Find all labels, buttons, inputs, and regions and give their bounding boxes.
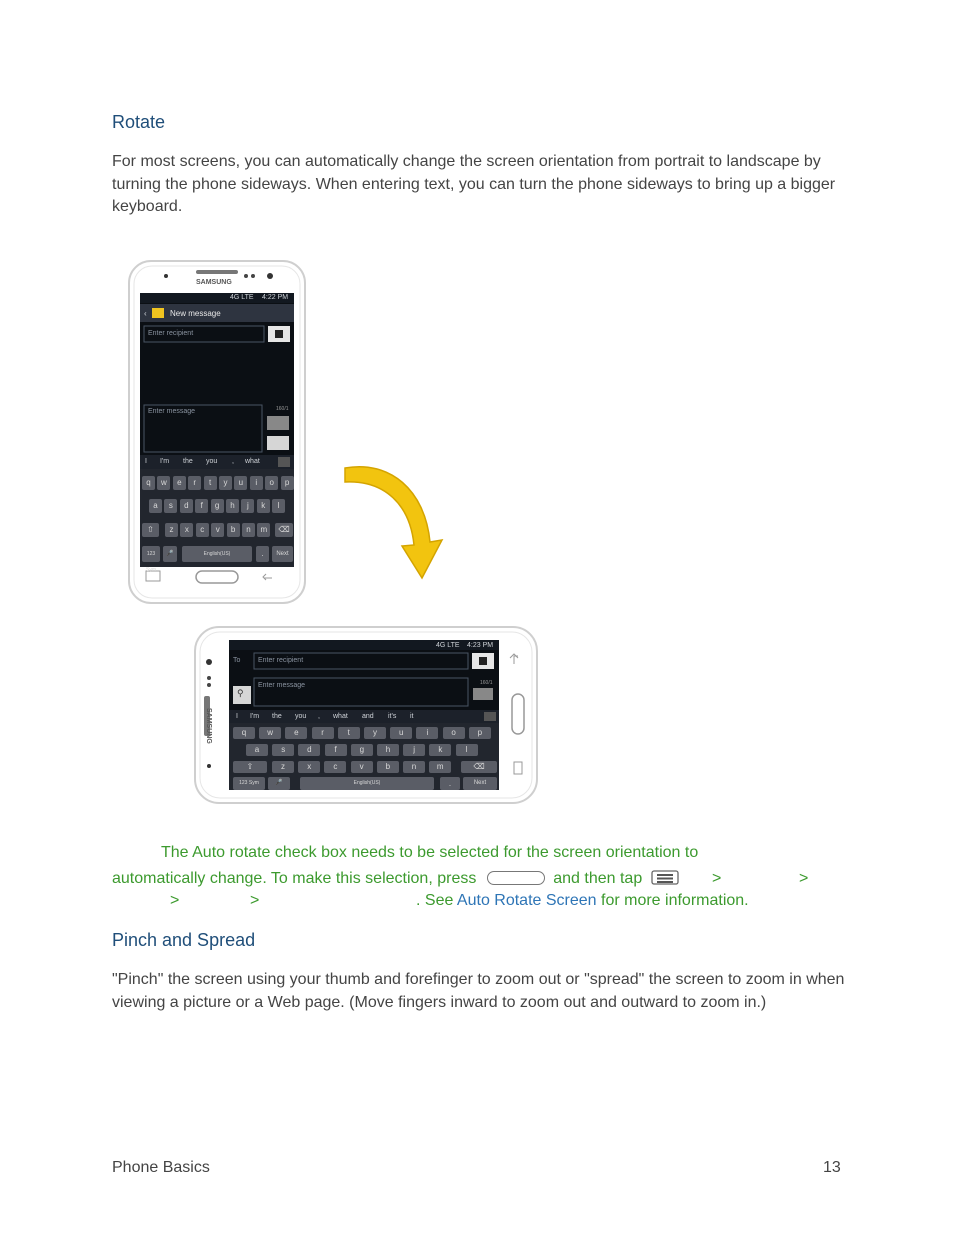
portrait-next-key[interactable]: Next: [272, 546, 293, 562]
landscape-status-time: 4:23 PM: [467, 642, 494, 649]
landscape-key[interactable]: s: [272, 744, 294, 756]
portrait-key[interactable]: r: [188, 476, 201, 490]
landscape-key[interactable]: r: [312, 727, 334, 739]
pinch-spread-paragraph: "Pinch" the screen using your thumb and forefinger to zoom out or "spread" the screen to zoom in when viewing a picture or a Web page. (Move fingers inward to zoom out and outward to zoom in.): [112, 971, 845, 1011]
landscape-key[interactable]: x: [298, 761, 320, 773]
portrait-status-time: 4:22 PM: [262, 294, 289, 301]
landscape-key[interactable]: g: [351, 744, 373, 756]
portrait-key[interactable]: q: [142, 476, 155, 490]
portrait-key[interactable]: i: [250, 476, 263, 490]
portrait-suggestion[interactable]: I'm: [160, 458, 170, 465]
portrait-key[interactable]: s: [164, 499, 177, 513]
landscape-key[interactable]: q: [233, 727, 255, 739]
note-line-3-gt-1: >: [170, 892, 180, 909]
portrait-key[interactable]: d: [180, 499, 193, 513]
portrait-recipient-field[interactable]: Enter recipient: [148, 330, 194, 337]
landscape-space-key[interactable]: English(US): [300, 777, 434, 790]
landscape-next-key[interactable]: Next: [463, 777, 497, 790]
portrait-key[interactable]: y: [219, 476, 232, 490]
portrait-key[interactable]: c: [196, 523, 209, 537]
auto-rotate-screen-link[interactable]: Auto Rotate Screen: [456, 892, 597, 909]
landscape-key[interactable]: c: [324, 761, 346, 773]
landscape-suggestion[interactable]: ,: [318, 713, 320, 720]
portrait-sym-key[interactable]: 123 Sym: [142, 546, 160, 562]
portrait-key[interactable]: u: [234, 476, 247, 490]
portrait-suggestion[interactable]: you: [206, 458, 218, 465]
note-line-2-a: automatically change. To make this selection, press: [112, 870, 477, 887]
portrait-period-key[interactable]: .: [256, 546, 269, 562]
portrait-suggestion[interactable]: I: [145, 458, 147, 465]
portrait-space-key[interactable]: English(US): [182, 546, 252, 562]
portrait-key[interactable]: h: [226, 499, 239, 513]
landscape-key[interactable]: u: [390, 727, 412, 739]
landscape-key[interactable]: d: [298, 744, 320, 756]
portrait-key[interactable]: g: [211, 499, 224, 513]
landscape-suggestion[interactable]: the: [272, 713, 282, 720]
landscape-key[interactable]: e: [285, 727, 307, 739]
landscape-suggestion[interactable]: it: [410, 713, 414, 720]
portrait-backspace-key[interactable]: ⌫: [275, 523, 293, 537]
landscape-key[interactable]: m: [429, 761, 451, 773]
portrait-key[interactable]: k: [257, 499, 270, 513]
portrait-suggestion[interactable]: the: [183, 458, 193, 465]
note-line-2-gt-2: >: [799, 870, 809, 887]
landscape-suggestion[interactable]: it's: [388, 713, 397, 720]
note-line-3: [416, 892, 749, 910]
landscape-key[interactable]: f: [325, 744, 347, 756]
rotate-paragraph: For most screens, you can automatically change the screen orientation from portrait to landscape by turning the phone sideways. When entering text, you can turn the phone sideways to bring up a bigger keyboard.: [112, 153, 836, 215]
landscape-suggestion[interactable]: what: [333, 713, 348, 720]
portrait-key[interactable]: f: [195, 499, 208, 513]
portrait-app-title: New message: [170, 309, 221, 318]
portrait-key[interactable]: m: [257, 523, 270, 537]
portrait-back-icon[interactable]: ‹: [144, 309, 147, 318]
portrait-key[interactable]: x: [180, 523, 193, 537]
landscape-message-field[interactable]: Enter message: [258, 682, 306, 689]
section-heading-pinch-spread: Pinch and Spread: [112, 930, 256, 950]
portrait-mic-icon[interactable]: 🎤: [163, 546, 177, 562]
footer-section-title: Phone Basics: [112, 1159, 210, 1176]
portrait-message-field[interactable]: Enter message: [148, 408, 196, 415]
landscape-key[interactable]: w: [259, 727, 281, 739]
landscape-backspace-key[interactable]: ⌫: [461, 761, 497, 773]
portrait-counter: 160/1: [276, 406, 289, 412]
portrait-key[interactable]: l: [272, 499, 285, 513]
landscape-shift-key[interactable]: ⇧: [233, 761, 267, 773]
landscape-key[interactable]: v: [351, 761, 373, 773]
landscape-period-key[interactable]: .: [440, 777, 460, 790]
portrait-key[interactable]: n: [242, 523, 255, 537]
landscape-key[interactable]: j: [403, 744, 425, 756]
landscape-key[interactable]: o: [443, 727, 465, 739]
portrait-key[interactable]: e: [173, 476, 186, 490]
portrait-key[interactable]: v: [211, 523, 224, 537]
landscape-key[interactable]: b: [377, 761, 399, 773]
landscape-key[interactable]: i: [416, 727, 438, 739]
landscape-key[interactable]: z: [272, 761, 294, 773]
menu-key-icon: [651, 870, 679, 885]
landscape-key[interactable]: p: [469, 727, 491, 739]
portrait-key[interactable]: p: [281, 476, 294, 490]
portrait-key[interactable]: o: [265, 476, 278, 490]
landscape-to-label: To: [233, 657, 241, 664]
landscape-counter: 160/1: [480, 680, 493, 686]
landscape-recipient-field[interactable]: Enter recipient: [258, 657, 304, 664]
portrait-key[interactable]: j: [241, 499, 254, 513]
portrait-key[interactable]: b: [227, 523, 240, 537]
landscape-key[interactable]: h: [377, 744, 399, 756]
note-line-1: The Auto rotate check box needs to be selected for the screen orientation to: [161, 844, 699, 861]
landscape-key[interactable]: k: [429, 744, 451, 756]
note-line-2: [112, 870, 683, 888]
note-line-3-gt-2: >: [250, 892, 260, 909]
portrait-key[interactable]: w: [157, 476, 170, 490]
landscape-key[interactable]: l: [456, 744, 478, 756]
portrait-key[interactable]: z: [165, 523, 178, 537]
section-heading-rotate: Rotate: [112, 112, 166, 132]
landscape-attach-icon[interactable]: ⚲: [237, 688, 244, 698]
landscape-sym-key[interactable]: 123 Sym: [233, 777, 265, 790]
landscape-suggestion[interactable]: I: [236, 713, 238, 720]
landscape-key[interactable]: a: [246, 744, 268, 756]
portrait-suggestion[interactable]: ,: [232, 458, 234, 465]
portrait-key[interactable]: a: [149, 499, 162, 513]
landscape-brand: SAMSUNG: [205, 708, 212, 744]
portrait-brand: SAMSUNG: [196, 279, 232, 286]
portrait-status-net: 4G LTE: [230, 294, 254, 301]
landscape-mic-icon[interactable]: 🎤: [268, 777, 290, 790]
landscape-suggestion[interactable]: you: [295, 713, 307, 720]
landscape-suggestion[interactable]: I'm: [250, 713, 260, 720]
note-line-3-b: for more information.: [596, 892, 749, 909]
portrait-shift-key[interactable]: ⇧: [142, 523, 159, 537]
note-line-2-gt-1: >: [712, 870, 722, 887]
rotate-arrow-icon: [340, 460, 455, 585]
footer-page-number: 13: [823, 1159, 841, 1176]
portrait-key[interactable]: t: [204, 476, 217, 490]
landscape-key[interactable]: y: [364, 727, 386, 739]
home-key-icon: [487, 871, 545, 885]
landscape-key[interactable]: n: [403, 761, 425, 773]
landscape-key[interactable]: t: [338, 727, 360, 739]
landscape-status-net: 4G LTE: [436, 642, 460, 649]
note-line-3-a: . See: [416, 892, 457, 909]
note-line-2-b: and then tap: [553, 870, 643, 887]
landscape-suggestion[interactable]: and: [362, 713, 374, 720]
portrait-suggestion[interactable]: what: [245, 458, 260, 465]
